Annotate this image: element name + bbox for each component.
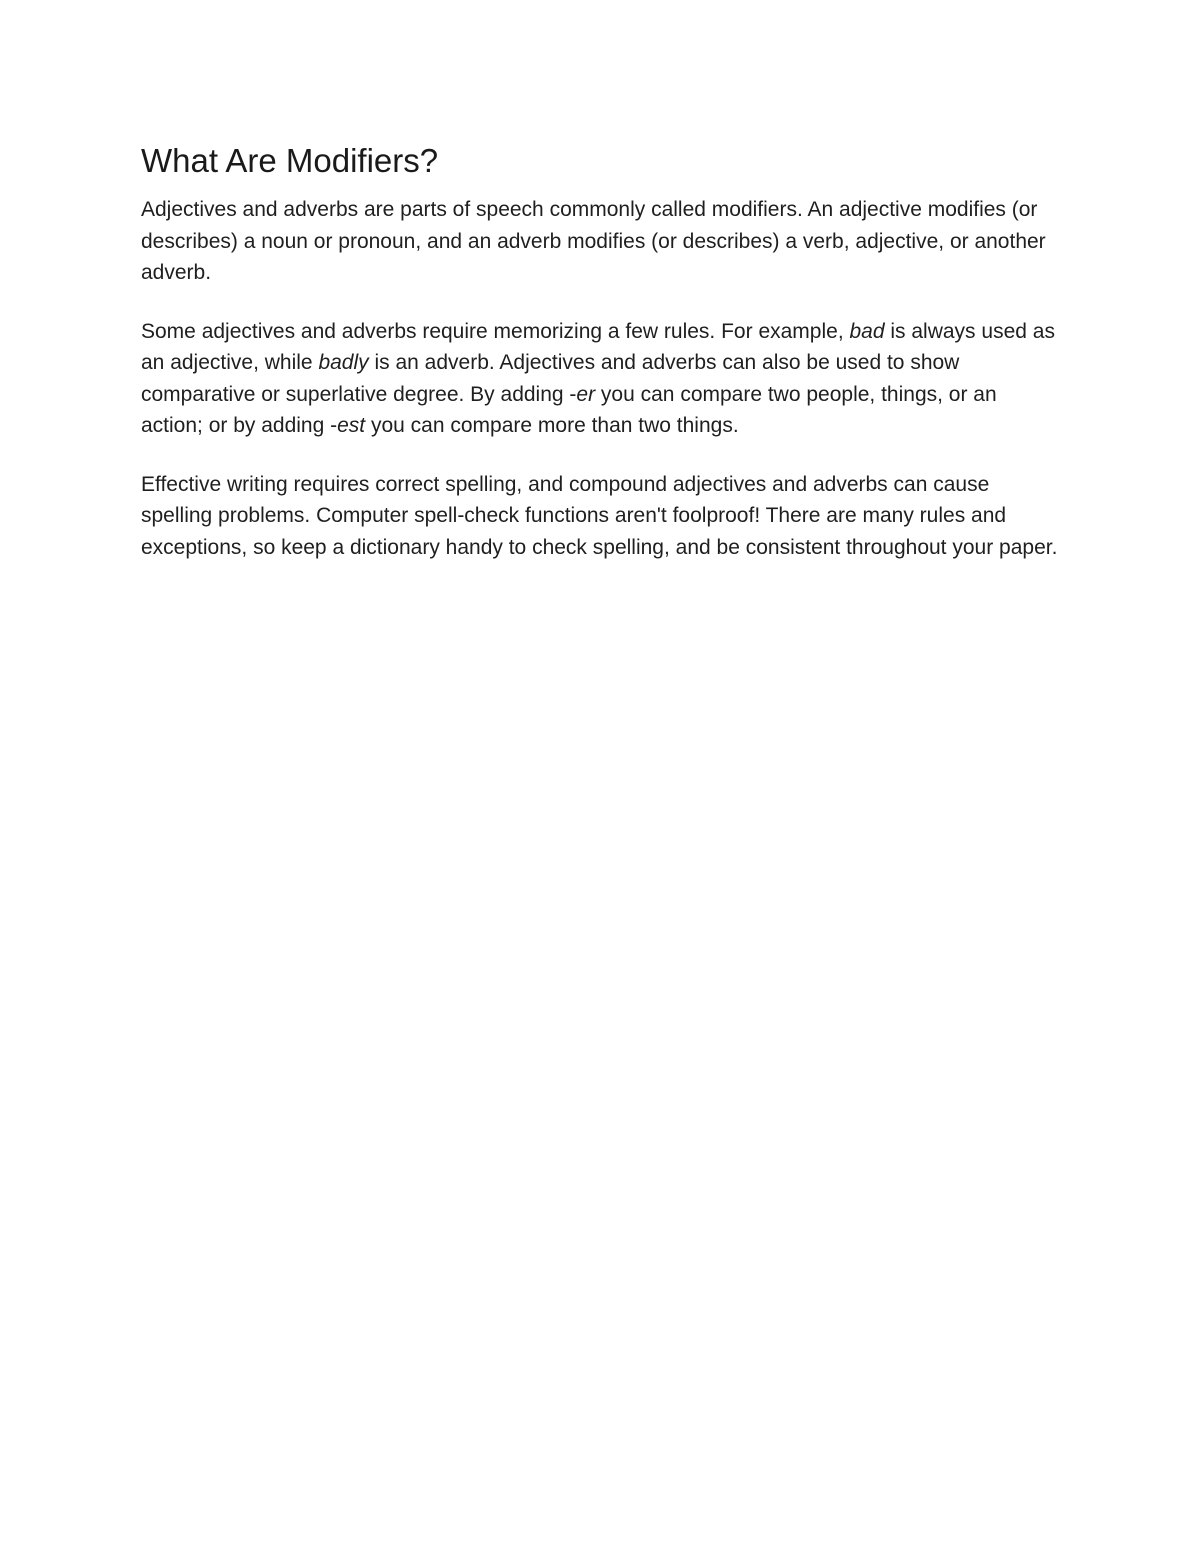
italic-suffix-er: er	[576, 382, 596, 406]
paragraph-rules-and-degrees	[141, 316, 1061, 442]
italic-term-badly: badly	[318, 351, 369, 374]
document-title: What Are Modifiers?	[141, 142, 439, 179]
paragraph-text: you can compare more than two things.	[365, 414, 739, 437]
paragraph-text: Some adjectives and adverbs require memorizing a few rules. For example,	[141, 319, 850, 343]
paragraph-spelling-advice: Effective writing requires correct spelling, and compound adjectives and adverbs can cause spelling problems. Computer spell-check functions aren't foolproof! There are many rules and exceptions, so keep a dictionary handy to check spelling, and be consistent throughout your paper.	[141, 472, 1058, 559]
italic-term-bad: bad	[849, 319, 885, 343]
paragraph-text: you can compare two people, things, or an action; or by adding -	[141, 382, 997, 437]
document-body	[141, 140, 1061, 590]
paragraph-modifiers-definition: Adjectives and adverbs are parts of speech commonly called modifiers. An adjective modifies (or describes) a noun or pronoun, and an adverb modifies (or describes) a verb, adjective, or another adverb.	[141, 198, 1046, 284]
italic-suffix-est: est	[337, 414, 366, 437]
paragraph-text: is an adverb. Adjectives and adverbs can also be used to show comparative or superlative degree. By adding -	[141, 351, 960, 406]
paragraph-text: is always used as an adjective, while	[141, 319, 1055, 374]
